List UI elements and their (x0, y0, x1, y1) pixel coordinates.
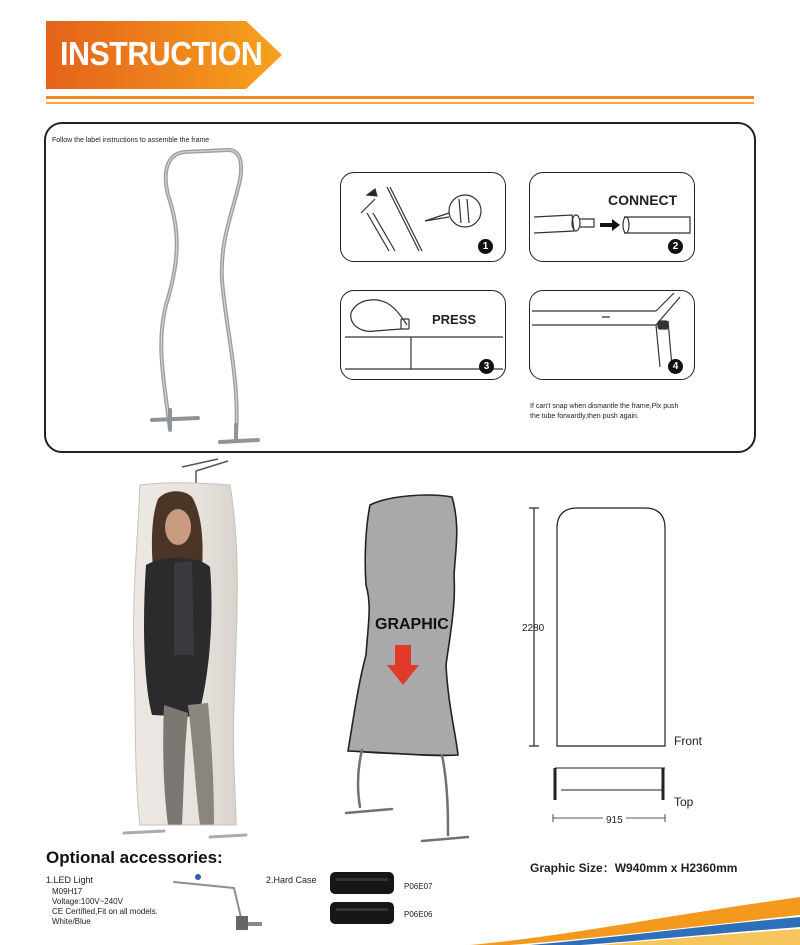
corner-swoosh-decoration (470, 893, 800, 945)
graphic-size-text: Graphic Size：W940mm x H2360mm (530, 861, 738, 875)
front-view-label: Front (674, 734, 703, 748)
step-2-badge: 2 (668, 239, 683, 254)
width-dimension: 915 (603, 815, 626, 826)
hard-case-images (328, 868, 398, 928)
step-3-badge: 3 (479, 359, 494, 374)
led-light-name: 1.LED Light (46, 875, 94, 885)
assembly-caption: Follow the label instructions to assemble the frame (52, 137, 210, 144)
dismantle-note-line-1: If can't snap when dismantle the frame,Plx push (530, 403, 679, 410)
hard-case-name: 2.Hard Case (266, 875, 317, 885)
step-2-label: CONNECT (608, 192, 678, 208)
display-stand-photo (118, 455, 253, 845)
led-light-colors: White/Blue (52, 917, 91, 926)
graphic-cover-illustration (330, 485, 480, 850)
step-4-card (529, 290, 695, 380)
graphic-label: GRAPHIC (375, 616, 449, 633)
step-1-badge: 1 (478, 239, 493, 254)
header-rule-bottom (46, 102, 754, 104)
step-3-label: PRESS (432, 312, 477, 327)
page-title: INSTRUCTION (60, 35, 263, 72)
led-light-model: M09H17 (52, 887, 83, 896)
step-4-badge: 4 (668, 359, 683, 374)
led-light-image (168, 868, 268, 933)
top-view-label: Top (674, 795, 694, 809)
led-light-details (52, 887, 158, 927)
led-light-cert: CE Certified,Fit on all models. (52, 907, 158, 916)
dimension-drawing (525, 500, 705, 830)
dismantle-note-line-2: the tube forwardly,then push again. (530, 413, 639, 420)
step-2-card (529, 172, 695, 262)
step-3-card (340, 290, 506, 380)
instruction-banner (46, 21, 282, 89)
hard-case-code-2: P06E06 (404, 910, 433, 919)
height-dimension: 2280 (522, 623, 545, 634)
frame-illustration (140, 140, 260, 445)
header-rule-top (46, 96, 754, 99)
led-light-voltage: Voltage:100V~240V (52, 897, 123, 906)
dismantle-note (530, 402, 750, 422)
hard-case-code-1: P06E07 (404, 882, 433, 891)
step-1-card (340, 172, 506, 262)
optional-accessories-title: Optional accessories: (46, 848, 223, 867)
